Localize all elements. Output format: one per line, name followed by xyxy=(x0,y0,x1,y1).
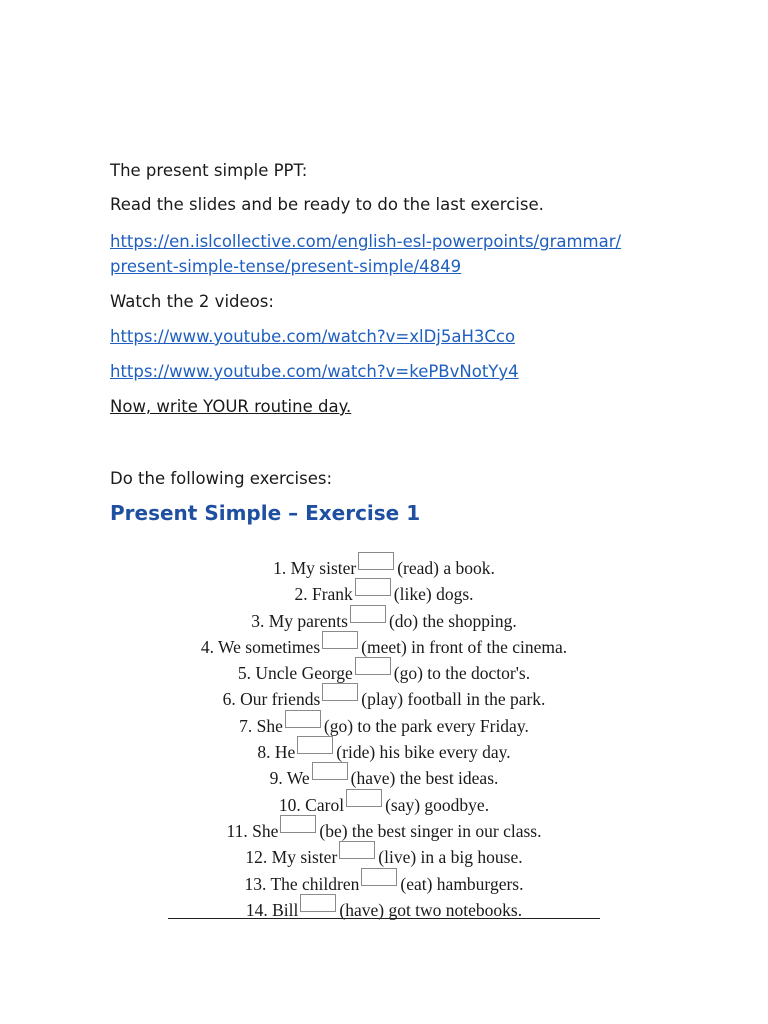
answer-blank[interactable] xyxy=(322,683,358,701)
exercise-item-verb: (be) the best singer in our class. xyxy=(319,820,542,841)
exercise-item xyxy=(168,815,600,841)
exercise-item xyxy=(168,736,600,762)
answer-blank[interactable] xyxy=(355,657,391,675)
answer-blank[interactable] xyxy=(280,815,316,833)
exercise-item-prompt: 3. My parents xyxy=(251,610,348,631)
exercise-item-prompt: 4. We sometimes xyxy=(200,636,321,657)
exercise-item-prompt: 9. We xyxy=(269,768,310,789)
exercise-item-prompt: 5. Uncle George xyxy=(237,663,353,684)
exercise-item xyxy=(168,868,600,894)
exercise-item xyxy=(168,552,600,578)
exercise-item xyxy=(168,631,600,657)
exercise-item xyxy=(168,762,600,788)
exercise-item-verb: (go) to the doctor's. xyxy=(393,663,531,684)
exercise-item xyxy=(168,683,600,709)
ppt-link-line-2[interactable]: present-simple-tense/present-simple/4849 xyxy=(110,257,462,276)
routine-task: Now, write YOUR routine day. xyxy=(110,397,352,416)
exercises-label: Do the following exercises: xyxy=(110,469,333,488)
exercise-item-prompt: 14. Bill xyxy=(245,899,299,920)
answer-blank[interactable] xyxy=(355,578,391,596)
exercise-item-verb: (live) in a big house. xyxy=(378,847,523,868)
answer-blank[interactable] xyxy=(358,552,394,570)
answer-blank[interactable] xyxy=(312,762,348,780)
exercise-item-prompt: 1. My sister xyxy=(273,558,357,578)
answer-blank[interactable] xyxy=(285,710,321,728)
exercise-item-prompt: 10. Carol xyxy=(278,794,345,815)
exercise-item-verb: (eat) hamburgers. xyxy=(400,873,524,894)
videos-label: Watch the 2 videos: xyxy=(110,292,274,311)
exercise-item-prompt: 2. Frank xyxy=(294,584,353,605)
exercise-item-prompt: 6. Our friends xyxy=(222,689,321,710)
answer-blank[interactable] xyxy=(300,894,336,912)
exercise-item-verb: (like) dogs. xyxy=(393,584,474,605)
exercise-item xyxy=(168,789,600,815)
exercise-item xyxy=(168,578,600,604)
exercise-item xyxy=(168,894,600,920)
exercise-item xyxy=(168,657,600,683)
exercise-title: Present Simple – Exercise 1 xyxy=(110,501,421,525)
answer-blank[interactable] xyxy=(361,868,397,886)
exercise-item-verb: (have) the best ideas. xyxy=(350,768,499,789)
answer-blank[interactable] xyxy=(346,789,382,807)
exercise-item-verb: (have) got two notebooks. xyxy=(339,899,523,920)
exercise-item-verb: (read) a book. xyxy=(397,558,495,578)
exercise-item-verb: (say) goodbye. xyxy=(385,794,490,815)
answer-blank[interactable] xyxy=(339,841,375,859)
exercise-item-prompt: 13. The children xyxy=(244,873,360,894)
exercise-item xyxy=(168,841,600,867)
answer-blank[interactable] xyxy=(297,736,333,754)
ppt-label: The present simple PPT: xyxy=(110,161,308,180)
exercise-item-verb: (ride) his bike every day. xyxy=(336,742,511,763)
exercise-item-verb: (meet) in front of the cinema. xyxy=(361,636,568,657)
exercise-item-prompt: 8. He xyxy=(257,742,296,763)
bottom-rule xyxy=(168,918,600,919)
exercise-item-prompt: 7. She xyxy=(239,715,283,736)
exercise-item xyxy=(168,605,600,631)
answer-blank[interactable] xyxy=(350,605,386,623)
exercise-item-prompt: 11. She xyxy=(226,820,279,841)
exercise-item-verb: (do) the shopping. xyxy=(388,610,517,631)
exercise-item-verb: (play) football in the park. xyxy=(361,689,546,710)
exercise-item xyxy=(168,710,600,736)
video-link-2[interactable]: https://www.youtube.com/watch?v=kePBvNotYy4 xyxy=(110,362,519,381)
answer-blank[interactable] xyxy=(322,631,358,649)
exercise-item-verb: (go) to the park every Friday. xyxy=(323,715,529,736)
video-link-1[interactable]: https://www.youtube.com/watch?v=xlDj5aH3Cco xyxy=(110,327,516,346)
instruction-text: Read the slides and be ready to do the last exercise. xyxy=(110,195,544,214)
exercise-list xyxy=(168,552,600,920)
exercise-item-prompt: 12. My sister xyxy=(245,847,338,868)
ppt-link-line-1[interactable]: https://en.islcollective.com/english-esl-powerpoints/grammar/ xyxy=(110,232,622,251)
